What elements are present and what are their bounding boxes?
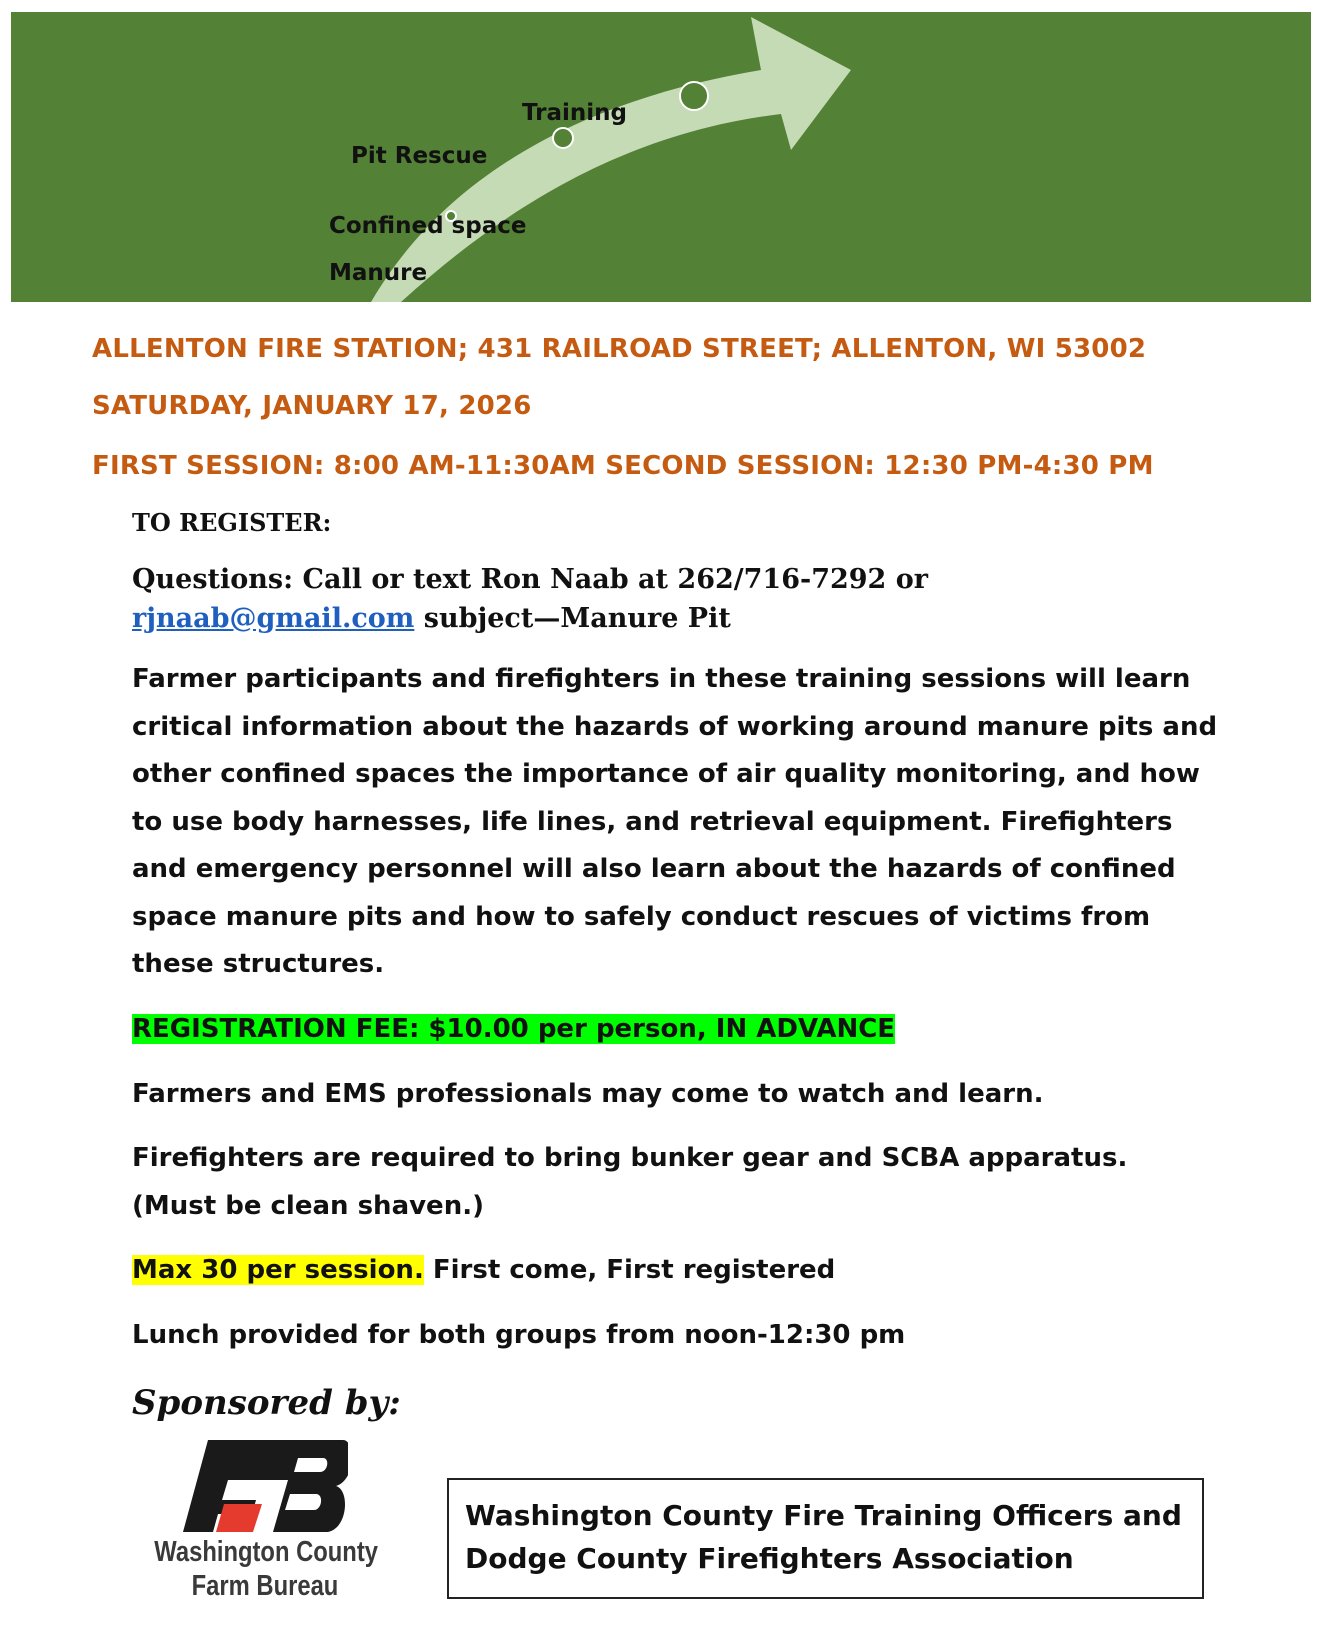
first-come-text: First come, First registered bbox=[423, 1255, 836, 1285]
event-date: SATURDAY, JANUARY 17, 2026 bbox=[92, 391, 532, 421]
event-sessions: FIRST SESSION: 8:00 AM-11:30AM SECOND SESSION: 12:30 PM-4:30 PM bbox=[92, 451, 1154, 481]
farm-bureau-name-line2: Farm Bureau bbox=[191, 1570, 339, 1602]
firefighters-association-box: Washington County Fire Training Officers and Dodge County Firefighters Association bbox=[447, 1478, 1204, 1599]
questions-contact bbox=[132, 560, 1132, 638]
lunch-note: Lunch provided for both groups from noon-12:30 pm bbox=[132, 1320, 906, 1350]
step-label-training: Training bbox=[522, 100, 628, 126]
farm-bureau-name-line1: Washington County bbox=[154, 1536, 378, 1568]
farm-bureau-logo bbox=[130, 1440, 400, 1610]
sponsored-by-heading: Sponsored by: bbox=[132, 1383, 401, 1423]
register-heading: TO REGISTER: bbox=[132, 508, 332, 537]
max-session-note bbox=[132, 1247, 1222, 1295]
step-label-confined-space: Confined space bbox=[329, 213, 527, 239]
progress-arrow-graphic bbox=[11, 12, 1311, 302]
email-subject: subject—Manure Pit bbox=[414, 603, 731, 634]
step-marker-training bbox=[680, 82, 708, 110]
max-session-highlight: Max 30 per session. bbox=[132, 1255, 424, 1285]
farm-bureau-fb-icon bbox=[178, 1440, 348, 1540]
header-banner bbox=[11, 12, 1311, 302]
farmers-note: Farmers and EMS professionals may come to watch and learn. bbox=[132, 1079, 1044, 1109]
email-link[interactable]: rjnaab@gmail.com bbox=[132, 603, 415, 634]
registration-fee bbox=[132, 1006, 1222, 1054]
firefighters-note: Firefighters are required to bring bunker gear and SCBA apparatus. (Must be clean shaven.) bbox=[132, 1143, 1128, 1221]
questions-text: Questions: Call or text Ron Naab at 262/716-7292 or bbox=[132, 564, 928, 595]
step-label-manure: Manure bbox=[329, 260, 428, 286]
step-marker-pit-rescue bbox=[553, 128, 573, 148]
training-description: Farmer participants and firefighters in these training sessions will learn critical information about the hazards of working around manure pits and other confined spaces the importance of air quality monitoring, and how to use body harnesses, life lines, and retrieval equipment. Firefighters and emergency personnel will also learn about the hazards of confined space manure pits and how to safely conduct rescues of victims from these structures. bbox=[132, 664, 1218, 979]
step-label-pit-rescue: Pit Rescue bbox=[351, 143, 488, 169]
event-location: ALLENTON FIRE STATION; 431 RAILROAD STREET; ALLENTON, WI 53002 bbox=[92, 334, 1147, 364]
registration-fee-highlight: REGISTRATION FEE: $10.00 per person, IN ADVANCE bbox=[132, 1014, 896, 1044]
